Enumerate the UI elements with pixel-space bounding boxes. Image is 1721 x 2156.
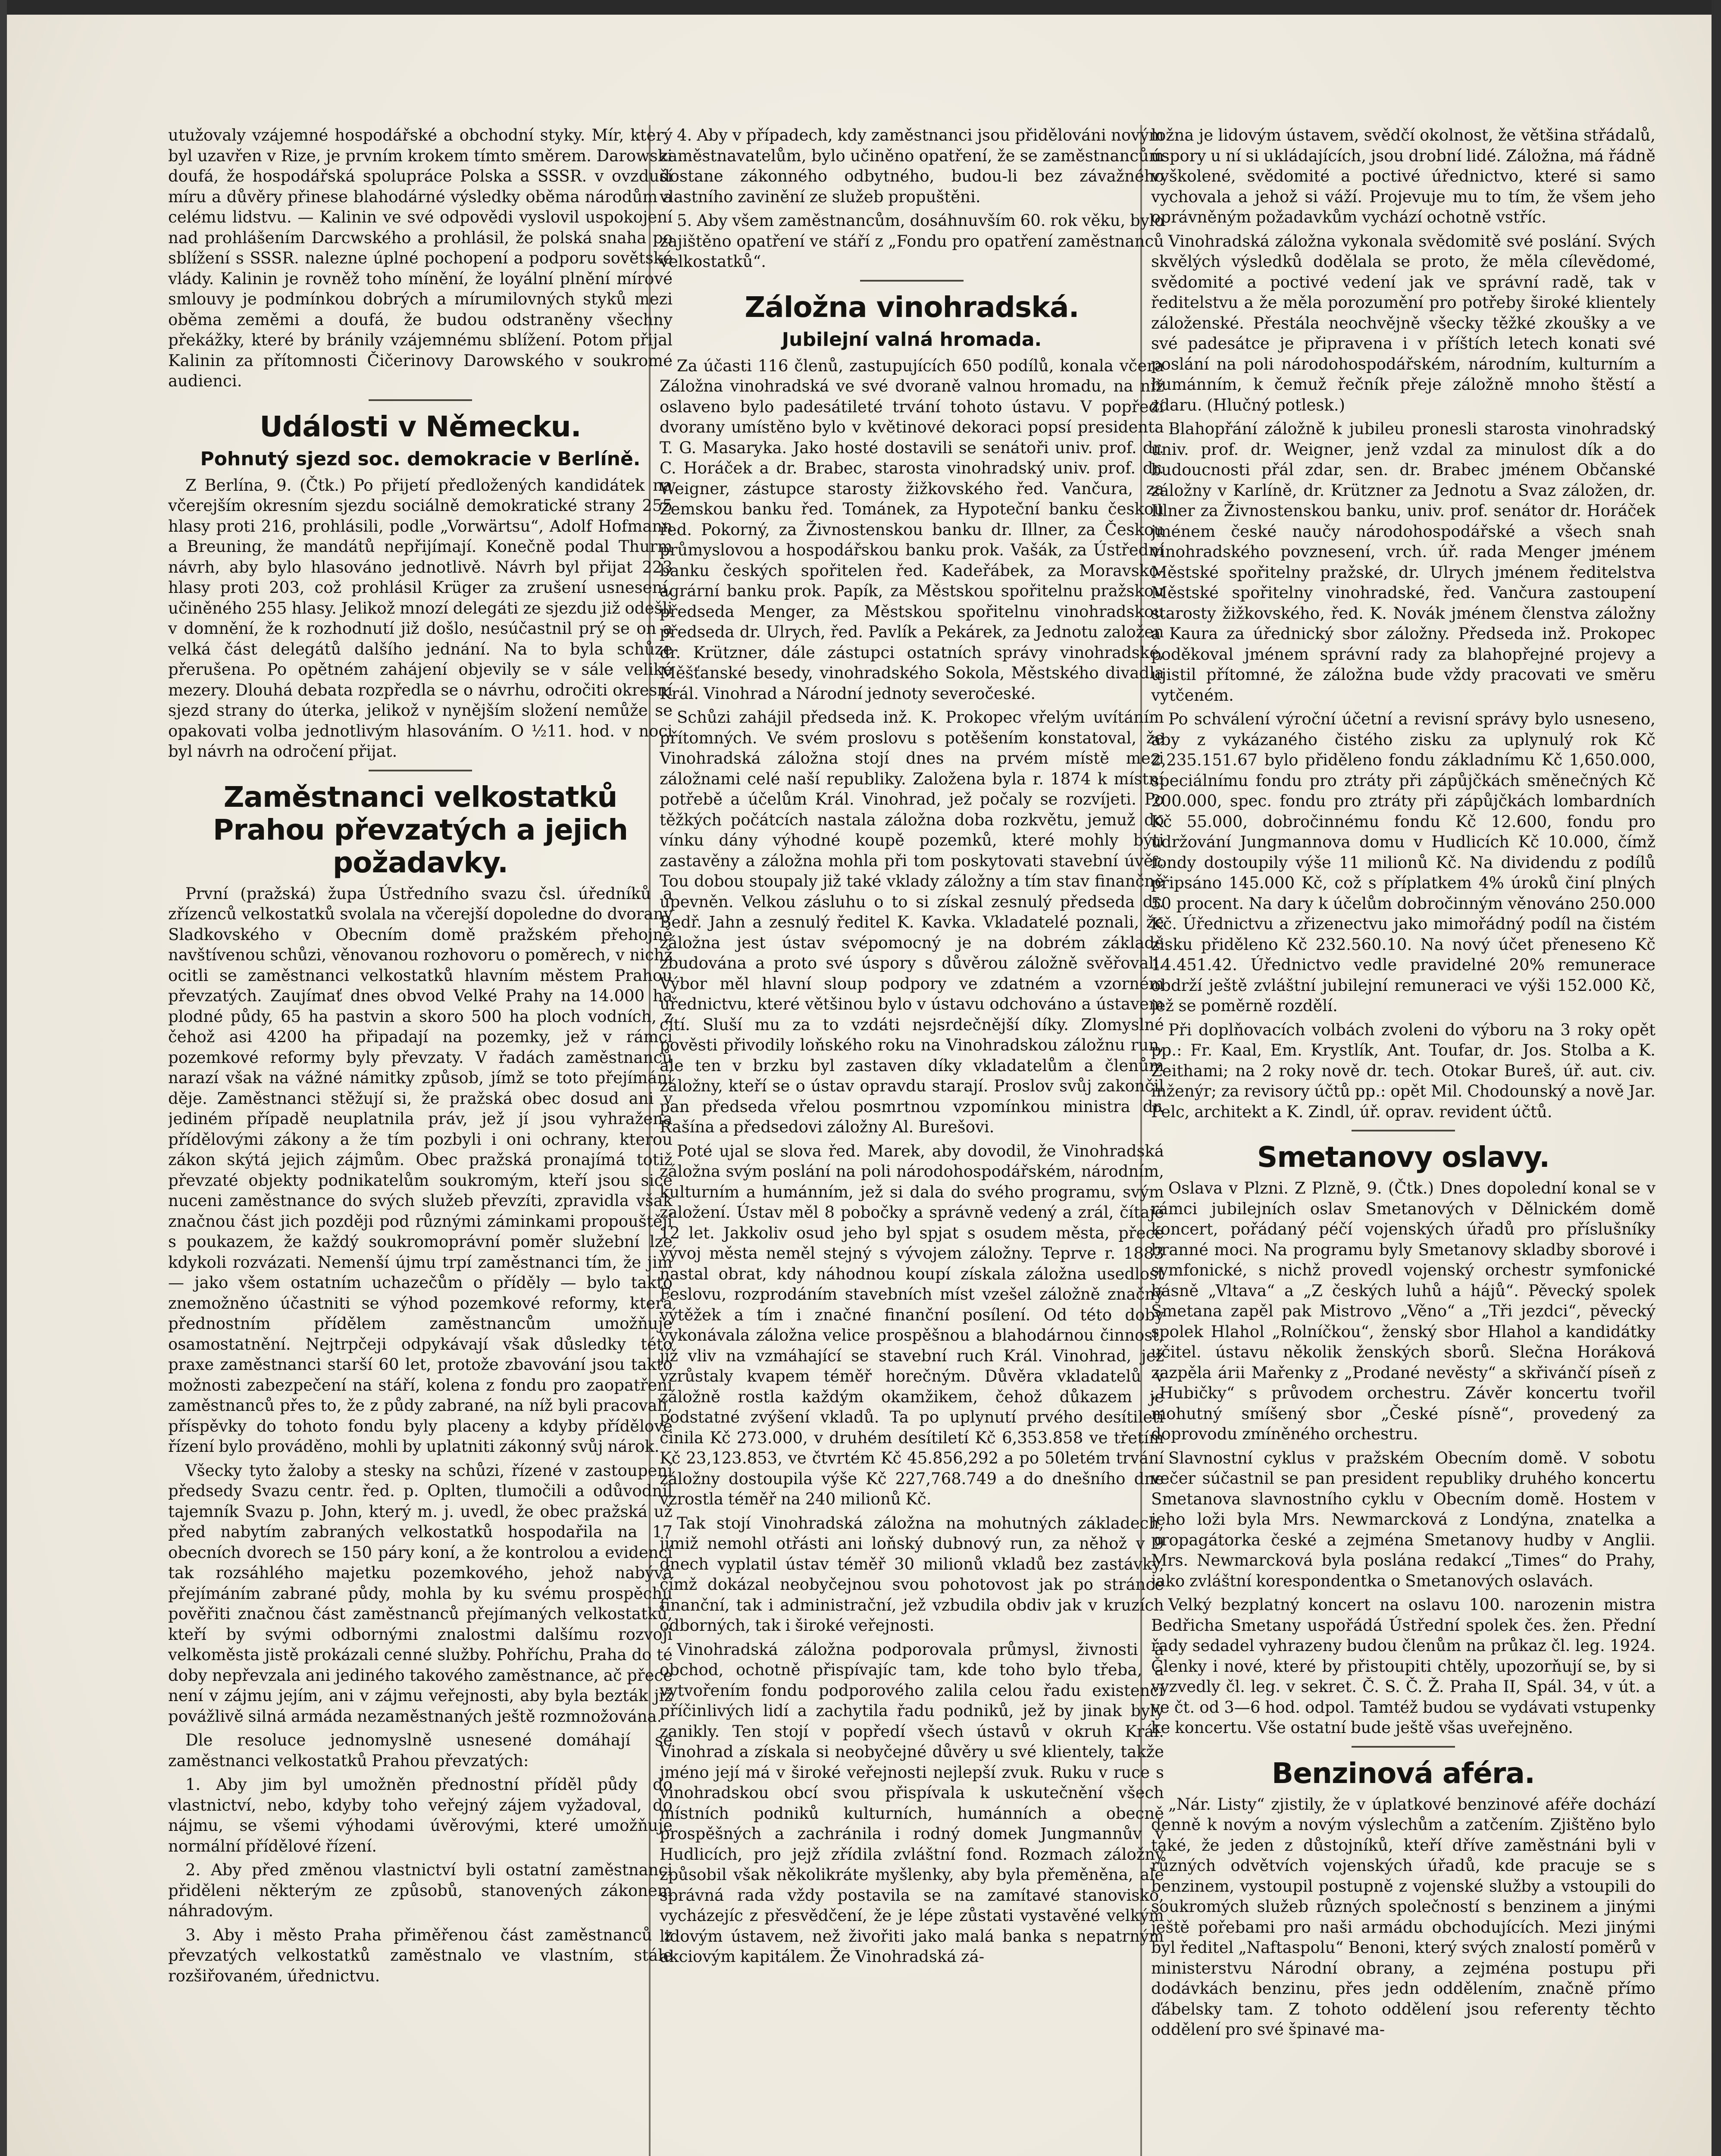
article-paragraph: Všecky tyto žaloby a stesky na schůzi, řízené v zastoupení předsedy Svazu centr. řed. p. Oplten, tlumočili a odůvodnil tajemník Svazu p. John, který m. j. uvedl, že obec pražská už před nabytím zabraných velkostatků hospodařila na 17 obecních dvorech se 150 páry koní, a že kontrolou a evidencí tak rozsáhlého majetku pozemkového, jehož nabývá přejímáním zabrané půdy, mohla by ku svému prospěchu pověřiti značnou část zaměstnanců přejímaných velkostatků, kteří by svými odbornými znalostmi dalšímu rozvoji velkoměsta jistě prokázali cenné služby. Pohříchu, Praha do té doby nepřevzala ani jediného takového zaměstnance, ač přece není v zájmu jejím, ani v zájmu veřejnosti, aby byla bezták již povážlivě silná armáda nezaměstnaných ještě rozmnožována. xyxy=(168,1461,673,1726)
article-paragraph: Po schválení výroční účetní a revisní správy bylo usneseno, aby z vykázaného čistého zisku za uplynulý rok Kč 2,235.151.67 bylo přiděleno fondu základnímu Kč 1,650.000, speciálnímu fondu pro ztráty při zápůjčkách směnečných Kč 200.000, spec. fondu pro ztráty při zápůjčkách lombardních Kč 55.000, dobročinnému fondu Kč 12.600, fondu pro udržování Jungmannova domu v Hudlicích Kč 10.000, čímž fondy dostoupily výše 11 milionů Kč. Na dividendu z podílů připsáno 145.000 Kč, což s příplatkem 4% úroků činí plných 50 procent. Na dary k účelům dobročinným věnováno 250.000 Kč. Úřednictvu a zřizenectvu jako mimořádný podíl na čistém zisku přiděleno Kč 232.560.10. Na nový účet přeneseno Kč 14.451.42. Úřednictvo vedle pravidelné 20% remunerace obdrží ještě zvláštní jubilejní remuneraci ve výši 152.000 Kč, jež se poměrně rozdělí. xyxy=(1151,710,1655,1015)
article-paragraph: Tak stojí Vinohradská záložna na mohutných základech, jimiž nemohl otřásti ani loňský dubnový run, za něhož v 9 dnech vyplatil ústav téměř 30 milionů vkladů bez zastávky, čímž dokázal neobyčejnou svou pohotovost jak po stránce finanční, tak i administrační, jež vzbudila obdiv jak v kruzích odborných, tak i široké veřejnosti. xyxy=(660,1514,1164,1635)
article-paragraph: 4. Aby v případech, kdy zaměstnanci jsou přidělováni novým zaměstnavatelům, bylo učiněno opatření, že se zaměstnancům dostane zákonného odbytného, budou-li bez závažného vlastního zavinění ze služeb propuštěni. xyxy=(660,126,1164,206)
article-separator xyxy=(860,280,964,282)
article-paragraph: Poté ujal se slova řed. Marek, aby dovodil, že Vinohradská záložna svým poslání na poli národohospodářském, národním, kulturním a humánním, jež si dala do svého programu, svým založení. Ústav měl 8 pobočky a správně vedený a zrál, čítaje 12 let. Jakkoliv osud jeho byl spjat s osudem města, přece vývoj města neměl stejný s vývojem záložny. Teprve r. 1883 nastal obrat, kdy náhodnou koupí získala záložna usedlost Feslovu, rozprodáním stavebních míst vzešel záložně značný výtěžek a tím i značné finanční posílení. Od této doby vykonávala záložna velice prospěšnou a blahodárnou činnost, jíž vliv na vzmáhající se stavební ruch Král. Vinohrad, jež vzrůstaly kvapem téměř horečným. Důvěra vkladatelů v záložně rostla každým okamžikem, čehož důkazem je podstatné zvýšení vkladů. Ta po uplynutí prvého desítiletí činila Kč 273.000, v druhém desítiletí Kč 6,353.858 ve třetím Kč 23,123.853, ve čtvrtém Kč 45.856,292 a po 50letém trvání záložny dostoupila výše Kč 227,768.749 a do dnešního dne vzrostla téměř na 240 milionů Kč. xyxy=(660,1141,1164,1508)
article-paragraph: Z Berlína, 9. (Čtk.) Po přijetí předložených kandidátek na včerejším okresním sjezdu sociálně demokratické strany 255 hlasy proti 216, prohlásili, podle „Vorwärtsu“, Adolf Hofmann a Breuning, že mandátů nepřijímají. Konečně podal Thurm návrh, aby bylo hlasováno jednotlivě. Návrh byl přijat 223 hlasy proti 203, což prohlásil Krüger za zrušení usnesení, učiněného 255 hlasy. Jelikož mnozí delegáti ze sjezdu již odešli v domnění, že k rozhodnutí již došlo, nesúčastnil prý se on a velká část delegátů dalšího jednání. Na to byla schůze přerušena. Po opětném zahájení objevily se v sále veliké mezery. Dlouhá debata rozpředla se o návrhu, odročiti okresní sjezd strany do úterka, jelikož v nynějším složení nemůže se opakovati volba jednotlivým hlasováním. O ½11. hod. v noci byl návrh na odročení přijat. xyxy=(168,476,673,761)
article-paragraph: Schůzi zahájil předseda inž. K. Prokopec vřelým uvítáním přítomných. Ve svém proslovu s potěšením konstatoval, že Vinohradská záložna stojí dnes na prvém místě mezi záložnami celé naší republiky. Založena byla r. 1874 k místní potřebě a účelům Král. Vinohrad, jež počaly se rozvíjeti. Po těžkých počátcích nastala záložna doba rozkvětu, jemuž do vínku dány výhodné koupě pozemků, které mohly býti zastavěny a záložna mohla při tom poskytovati stavební úvěr. Tou dobou stoupaly již také vklady záložny a tím stav finančně upevněn. Velkou zásluhu o to si získal zesnulý předseda dr. Bedř. Jahn a zesnulý ředitel K. Kavka. Vkladatelé poznali, že záložna jest ústav svépomocný je na dobrém základě zbudována a proto své úspory s důvěrou záložně svěřovali. Výbor měl hlavní sloup podpory ve zdatném a vzorném úřednictvu, které většinou bylo v ústavu odchováno a ústavem cítí. Sluší mu za to vzdáti nejsrdečnější díky. Zlomyslné pověsti přivodily loňského roku na Vinohradskou záložnu run, ale ten v brzku byl zastaven díky vkladatelům a členům záložny, kteří se o ústav opravdu starají. Proslov svůj zakončil pan předseda vřelou posmrtnou vzpomínkou ministra dr. Rašína a předsedovi záložny Al. Burešovi. xyxy=(660,708,1164,1136)
article-headline: Benzinová aféra. xyxy=(1271,1756,1535,1790)
article-paragraph: 5. Aby všem zaměstnancům, dosáhnuvším 60. rok věku, bylo zajištěno opatření ve stáří z „Fondu pro opatření zaměstnanců velkostatků“. xyxy=(660,211,1164,271)
article-paragraph: 2. Aby před změnou vlastnictví byli ostatní zaměstnanci přiděleni některým ze způsobů, stanovených zákonem náhradovým. xyxy=(168,1861,673,1920)
article-paragraph: Velký bezplatný koncert na oslavu 100. narozenin mistra Bedřicha Smetany uspořádá Ústřední spolek čes. žen. Přední řady sedadel vyhrazeny budou členům na průkaz čl. leg. 1924. Členky i nové, které by přistoupiti chtěly, upozorňují se, by si vyzvedly čl. leg. v sekret. Č. S. Č. Ž. Praha II, Spál. 34, v út. a ve čt. od 3—6 hod. odpol. Tamtéž budou se vydávati vstupenky ke koncertu. Vše ostatní bude ještě všas uveřejněno. xyxy=(1151,1595,1655,1737)
scan-edge-top xyxy=(0,0,1721,15)
article-paragraph: Při doplňovacích volbách zvoleni do výboru na 3 roky opět pp.: Fr. Kaal, Em. Krystlík, Ant. Toufar, dr. Jos. Stolba a K. Zeithami; na 2 roky nově dr. tech. Otokar Bureš, úř. aut. civ. inženýr; za revisory účtů pp.: opět Mil. Chodounský a nově Jar. Pelc, architekt a K. Zindl, úř. oprav. revident účtů. xyxy=(1151,1020,1655,1121)
column-2 xyxy=(660,125,1164,2156)
article-headline: Smetanovy oslavy. xyxy=(1257,1141,1550,1174)
scan-edge-left xyxy=(0,0,7,2156)
article-paragraph: Vinohradská záložna podporovala průmysl, živnosti a obchod, ochotně přispívajíc tam, kde toho bylo třeba, a vytvořením fondu podporového zalila celou řadu existencí příčinlivých lidí a zachytila řadu podniků, jež by jinak byly zanikly. Ten stojí v popředí všech ústavů v okruh Král. Vinohrad a získala si neobyčejné důvěry u své klientely, takže jméno její má v široké veřejnosti nejlepší zvuk. Ruku v ruce s vinohradskou obcí svou přispívala k uskutečnění všech místních podniků kulturních, humánních a obecně prospěšných a zachránila i rodný domek Jungmannův v Hudlicích, pro jejž zřídila zvláštní fond. Rozmach záložny způsobil však několikráte myšlenky, aby byla přeměněna, ale správná rada vždy postavila se na zamítavé stanovisko, vycházejíc z přesvědčení, že je lépe zůstati vystavěné velkým lidovým ústavem, než živořiti jako malá banka s nepatrným akciovým kapitálem. Že Vinohradská zá- xyxy=(660,1640,1164,1966)
article-paragraph: 3. Aby i město Praha přiměřenou část zaměstnanců z převzatých velkostatků zaměstnalo ve vlastním, stále rozšiřovaném, úřednictvu. xyxy=(168,1925,673,1985)
article-headline: Události v Německu. xyxy=(260,410,581,443)
article-paragraph: Slavnostní cyklus v pražském Obecním domě. V sobotu večer súčastnil se pan president republiky druhého koncertu Smetanova slavnostního cyklu v Obecním domě. Hostem v jeho loži byla Mrs. Newmarcková z Londýna, znatelka a propagátorka české a zejména Smetanovy hudby v Anglii. Mrs. Newmarcková byla poslána redakcí „Times“ do Prahy, jako zvláštní korespondentka o Smetanových oslavách. xyxy=(1151,1448,1655,1590)
scan-edge-right xyxy=(1712,0,1721,2156)
article-paragraph: První (pražská) župa Ústředního svazu čsl. úředníků a zřízenců velkostatků svolala na včerejší dopoledne do dvorany Sladkovského v Obecním domě pražském přehojně navštívenou schůzi, věnovanou rozhovoru o poměrech, v nichž ocitli se zaměstnanci velkostatků hlavním městem Prahou převzatých. Zaujímať dnes obvod Velké Prahy na 14.000 ha plodné půdy, 65 ha pastvin a skoro 500 ha ploch vodních, z čehož asi 4200 ha připadají na pozemky, jež v rámci pozemkové reformy byly převzaty. V řadách zaměstnanců narazí však na vážné námitky způsob, jímž se toto přejímání děje. Zaměstnanci stěžují si, že pražská obec dosud ani v jediném případě neuplatnila práv, jež jí jsou vyhražena přídělovými zákony a že tím pozbyli i oni ochrany, kterou zákon skýtá jejich zájmům. Obec pražská pronajímá totiž převzaté objekty podnikatelům soukromým, kteří jsou sice nuceni zaměstnance do svých služeb převzíti, zpravidla však značnou část jich později pod různými záminkami propouštějí s poukazem, že každý soukromoprávní poměr služební lze kdykoli rozvázati. Nemenší újmu trpí zaměstnanci tím, že jim — jako všem ostatním uchazečům o příděly — bylo takto znemožněno účastniti se výhod pozemkové reformy, která přednostním přídělem zaměstnancům umožňuje osamostatnění. Nejtrpčeji odpykávají však důsledky této praxe zaměstnanci starší 60 let, protože zbavování jsou takto možnosti zabezpečení na stáří, kolena z fondu pro zaopatření zaměstnanců přes to, že z půdy zabrané, na níž byli pracovali, příspěvky do tohoto fondu byly placeny a kdyby přídělové řízení bylo prováděno, mohli by uplatniti zákonný svůj nárok. xyxy=(168,884,673,1456)
article-headline: Záložna vinohradská. xyxy=(745,290,1079,324)
article-separator xyxy=(369,770,472,771)
article-paragraph: Za účasti 116 členů, zastupujících 650 podílů, konala včera Záložna vinohradská ve své dvoraně valnou hromadu, na níž oslaveno bylo padesátileté trvání tohoto ústavu. V popředí dvorany umístěno bylo v květinové dekoraci popsí presidenta T. G. Masaryka. Jako hosté dostavili se senátoři univ. prof. dr. C. Horáček a dr. Brabec, starosta vinohradský univ. prof. dr. Weigner, zástupce starosty žižkovského řed. Vančura, za Zemskou banku řed. Tománek, za Hypoteční banku českou řed. Pokorný, za Živnostenskou banku dr. Illner, za Českou průmyslovou a hospodářskou banku prok. Vašák, za Ústřední banku českých spořitelen řed. Kadeřábek, za Moravsko-agrární banku prok. Papík, za Městskou spořitelnu pražskou předseda Menger, za Městskou spořitelnu vinohradskou předseda dr. Ulrych, řed. Pavlík a Pekárek, za Jednotu založen dr. Krützner, dále zástupci ostatních správy vinohradské, Měšťanské besedy, vinohradského Sokola, Městského divadla Král. Vinohrad a Národní jednoty severočeské. xyxy=(660,356,1164,703)
article-paragraph: ložna je lidovým ústavem, svědčí okolnost, že většina střádalů, úspory u ní si ukládajících, jsou drobní lidé. Záložna, má řádně vyškolené, svědomité a poctivé úřednictvo, které si samo vychovala a jehož si váží. Projevuje mu to tím, že všem jeho oprávněným požadavkům vychází ochotně vstříc. xyxy=(1151,126,1655,226)
article-paragraph: 1. Aby jim byl umožněn přednostní příděl půdy do vlastnictví, nebo, kdyby toho veřejný zájem vyžadoval, do nájmu, se všemi výhodami úvěrovými, které umožňuje normální přídělové řízení. xyxy=(168,1775,673,1855)
article-paragraph: Dle resoluce jednomyslně usnesené domáhají se zaměstnanci velkostatků Prahou převzatých: xyxy=(168,1731,673,1770)
article-paragraph: utužovaly vzájemné hospodářské a obchodní styky. Mír, který byl uzavřen v Rize, je prvním krokem tímto směrem. Darowski doufá, že hospodářská spolupráce Polska a SSSR. v ovzduší míru a důvěry přinese blahodárné výsledky oběma národům a celému lidstvu. — Kalinin ve své odpovědi vyslovil uspokojení nad prohlášením Darcwského a prohlásil, že polská snaha po sblížení s SSSR. nalezne úplné pochopení a podporu sovětské vlády. Kalinin je rovněž toho mínění, že loyální plnění mírové smlouvy je podmínkou dobrých a mírumilovných styků mezi oběma zeměmi a doufá, že budou odstraněny všechny překážky, které by bránily vzájemnému sblížení. Potom přijal Kalinin za přítomnosti Čičerinovy Darowského v soukromé audienci. xyxy=(168,126,673,390)
article-paragraph: Vinohradská záložna vykonala svědomitě své poslání. Svých skvělých výsledků dodělala se proto, že měla cílevědomé, svědomité a poctivé vedení jak ve správní radě, tak v ředitelstvu a že měla porozumění pro potřeby široké klientely záloženské. Přestála neochvějně všecky těžké zkoušky a ve své padesátce je připravena i v příštích letech konati své poslání na poli národohospodářském, národním, kulturním a humánním, k čemuž řečník přeje záložně mnoho štěstí a zdaru. (Hlučný potlesk.) xyxy=(1151,232,1655,414)
article-separator xyxy=(1352,1746,1455,1748)
article-paragraph: Blahopřání záložně k jubileu pronesli starosta vinohradský univ. prof. dr. Weigner, jenž vzdal za minulost dík a do budoucnosti přál zdar, sen. dr. Brabec jménem Občanské záložny v Karlíně, dr. Krützner za Jednotu a Svaz záložen, dr. Illner za Živnostenskou banku, univ. prof. senátor dr. Horáček jménem české naučy národohospodářské a všech snah vinohradského povznesení, vrch. úř. rada Menger jménem Městské spořitelny pražské, dr. Ulrych jménem ředitelstva Městské spořitelny vinohradské, řed. Vančura zastoupení starosty žižkovského, řed. K. Novák jménem členstva záložny a Kaura za úřednický sbor záložny. Předseda inž. Prokopec poděkoval jménem správní rady za blahopřejné projevy a ujistil přítomné, že záložna bude vždy pracovati ve směru vytčeném. xyxy=(1151,420,1655,705)
article-paragraph: Oslava v Plzni. Z Plzně, 9. (Čtk.) Dnes dopolední konal se v rámci jubilejních oslav Smetanových v Dělnickém domě koncert, pořádaný péčí vojenských úřadů pro příslušníky branné moci. Na programu byly Smetanovy skladby sborové i symfonické, s nichž provedl vojenský orchestr symfonické básně „Vltava“ a „Z českých luhů a hájů“. Pěvecký spolek Smetana zapěl pak Mistrovo „Věno“ a „Tři jezdci“, pěvecký spolek Hlahol „Rolníčkou“, ženský sbor Hlahol a kandidátky učitel. ústavu několik ženských sborů. Slečna Horáková zazpěla árii Mařenky z „Prodané nevěsty“ a skřivánčí píseň z „Hubičky“ s průvodem orchestru. Závěr koncertu tvořil mohutný smíšený sbor „České písně“, provedený za doprovodu zmíněného orchestru. xyxy=(1151,1179,1655,1443)
column-1 xyxy=(168,125,673,2156)
article-subheadline: Pohnutý sjezd soc. demokracie v Berlíně. xyxy=(200,448,641,470)
article-headline: Zaměstnanci velkostatků Prahou převzatých a jejich požadavky. xyxy=(213,780,628,879)
article-separator xyxy=(369,399,472,401)
column-3 xyxy=(1151,125,1655,2156)
article-subheadline: Jubilejní valná hromada. xyxy=(782,328,1042,351)
article-paragraph: „Nár. Listy“ zjistily, že v úplatkové benzinové aféře dochází denně k novým a novým výslechům a zatčením. Zjištěno bylo také, že jeden z důstojníků, kteří dříve zaměstnáni byli v různých odvětvích vojenských úřadů, kde pracuje se s benzinem, vystoupil postupně z vojenské služby a vstoupili do soukromých služeb různých společností s benzinem a jinými ještě pořebami pro naši armádu obchodujících. Mezi jinými byl ředitel „Naftaspolu“ Benoni, který svých znalostí poměrů v ministerstvu Národní obrany, a zejména postupu při dodávkách benzinu, přes jedn oddělením, značně přímo ďábelsky tam. Z tohoto oddělení jsou referenty těchto oddělení pro své špinavé ma- xyxy=(1151,1795,1655,2039)
article-separator xyxy=(1352,1130,1455,1131)
